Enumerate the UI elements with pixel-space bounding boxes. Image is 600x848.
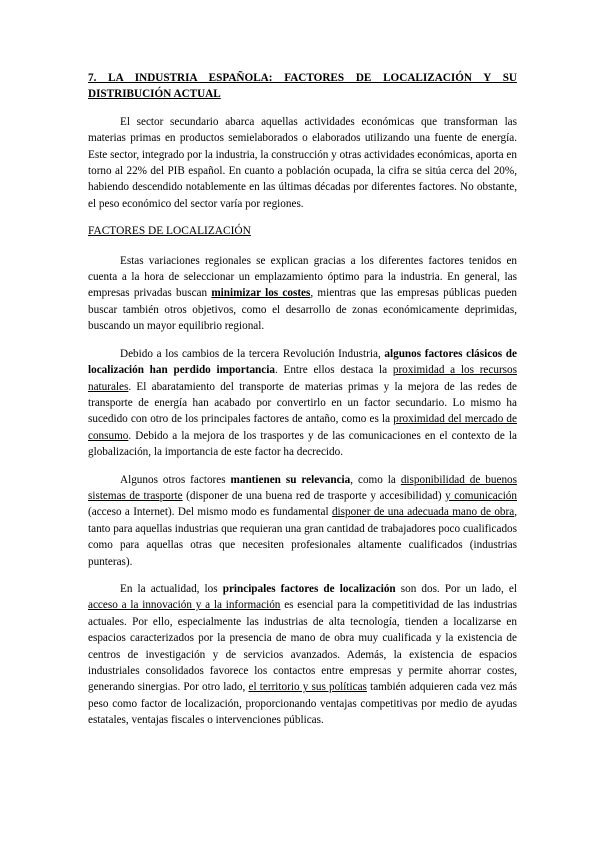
underline-consumer-market: proximidad del mercado de consumo [88, 413, 517, 442]
underline-territory-policies: el territorio y sus políticas [248, 681, 367, 694]
underline-communication: y comunicación [445, 489, 517, 502]
emphasis-minimize-costs: minimizar los costes [211, 287, 311, 300]
text-run: Debido a los cambios de la tercera Revolución Industria, [120, 347, 385, 360]
text-run: (acceso a Internet). Del mismo modo es fundamental [88, 506, 332, 519]
paragraph-regional-variations [88, 253, 517, 335]
text-run: , como la [350, 473, 401, 486]
text-run: . Entre ellos destaca la [274, 364, 393, 377]
section-title: FACTORES DE LOCALIZACIÓN [88, 225, 251, 238]
text-run: también adquieren cada vez más peso como factor de localización, proporcionando ventajas competitivas por medio de ayudas estatales, ventajas fiscales o intervenciones públicas. [88, 681, 518, 727]
page-title: 7. LA INDUSTRIA ESPAÑOLA: FACTORES DE LOCALIZACIÓN Y SU DISTRIBUCIÓN ACTUAL [88, 72, 517, 101]
text-run: es esencial para la competitividad de las industrias actuales. Por ello, especialmente las industrias de alta tecnología, tienden a localizarse en espacios caracterizados por la presencia de mano de obra muy cualificada y la existencia de centros de investigación y de servicios avanzados. Además, la existencia de espacios industriales consolidados favorece los contactos entre empresas y permite ahorrar costes, generando sinergias. Por otro lado, [88, 599, 517, 694]
underline-transport-systems: disponibilidad de buenos sistemas de trasporte [88, 473, 517, 502]
text-run: . Debido a la mejora de los trasportes y de las comunicaciones en el contexto de la globalización, la importancia de este factor ha decrecido. [88, 429, 517, 459]
underline-innovation-access: acceso a la innovación y a la información [88, 599, 281, 612]
underline-labor-force: disponer de una adecuada mano de obra [331, 506, 515, 519]
text-run: (disponer de una buena red de trasporte y accesibilidad) [182, 489, 446, 502]
text-run: . El abaratamiento del transporte de materias primas y la mejora de las redes de transporte de energía han acabado por convertirlo en un factor secundario. Lo mismo ha sucedido con otro de los principales factores de antaño, como es la [88, 380, 517, 426]
emphasis-classic-factors: algunos factores clásicos de localización han perdido importancia [88, 347, 517, 377]
document-body [88, 70, 517, 729]
paragraph-main-factors [88, 581, 517, 729]
text-run: , tanto para aquellas industrias que requieran una gran cantidad de trabajadores poco cualificados como para aquellas otras que necesiten profesionales altamente cualificados (industrias punteras). [88, 506, 517, 568]
text-run: En la actualidad, los [120, 582, 223, 595]
underline-natural-resources: proximidad a los recursos naturales [88, 364, 517, 393]
text-run: Algunos otros factores [120, 473, 231, 486]
text-run: son dos. Por un lado, el [395, 582, 517, 595]
emphasis-keep-relevance: mantienen su relevancia [230, 473, 351, 486]
emphasis-main-factors: principales factores de localización [222, 582, 396, 595]
paragraph-classic-factors [88, 346, 517, 461]
text-run: Estas variaciones regionales se explican gracias a los diferentes factores tenidos en cuenta a la hora de seleccionar un emplazamiento óptimo para la industria. En general, las empresas privadas buscan [88, 254, 517, 300]
paragraph-relevant-factors [88, 472, 517, 570]
paragraph-intro: El sector secundario abarca aquellas actividades económicas que transforman las materias primas en productos semielaborados o elaborados utilizando una fuente de energía. Este sector, integrado por la industria, la construcción y otras actividades económicas, aporta en torno al 22% del PIB español. En cuanto a población ocupada, la cifra se sitúa cerca del 20%, habiendo descendido notablemente en las últimas décadas por diferentes factores. No obstante, el peso económico del sector varía por regiones. [88, 115, 517, 210]
text-run: , mientras que las empresas públicas pueden buscar también otros objetivos, como el desarrollo de zonas económicamente deprimidas, buscando un mayor equilibrio regional. [88, 287, 517, 333]
